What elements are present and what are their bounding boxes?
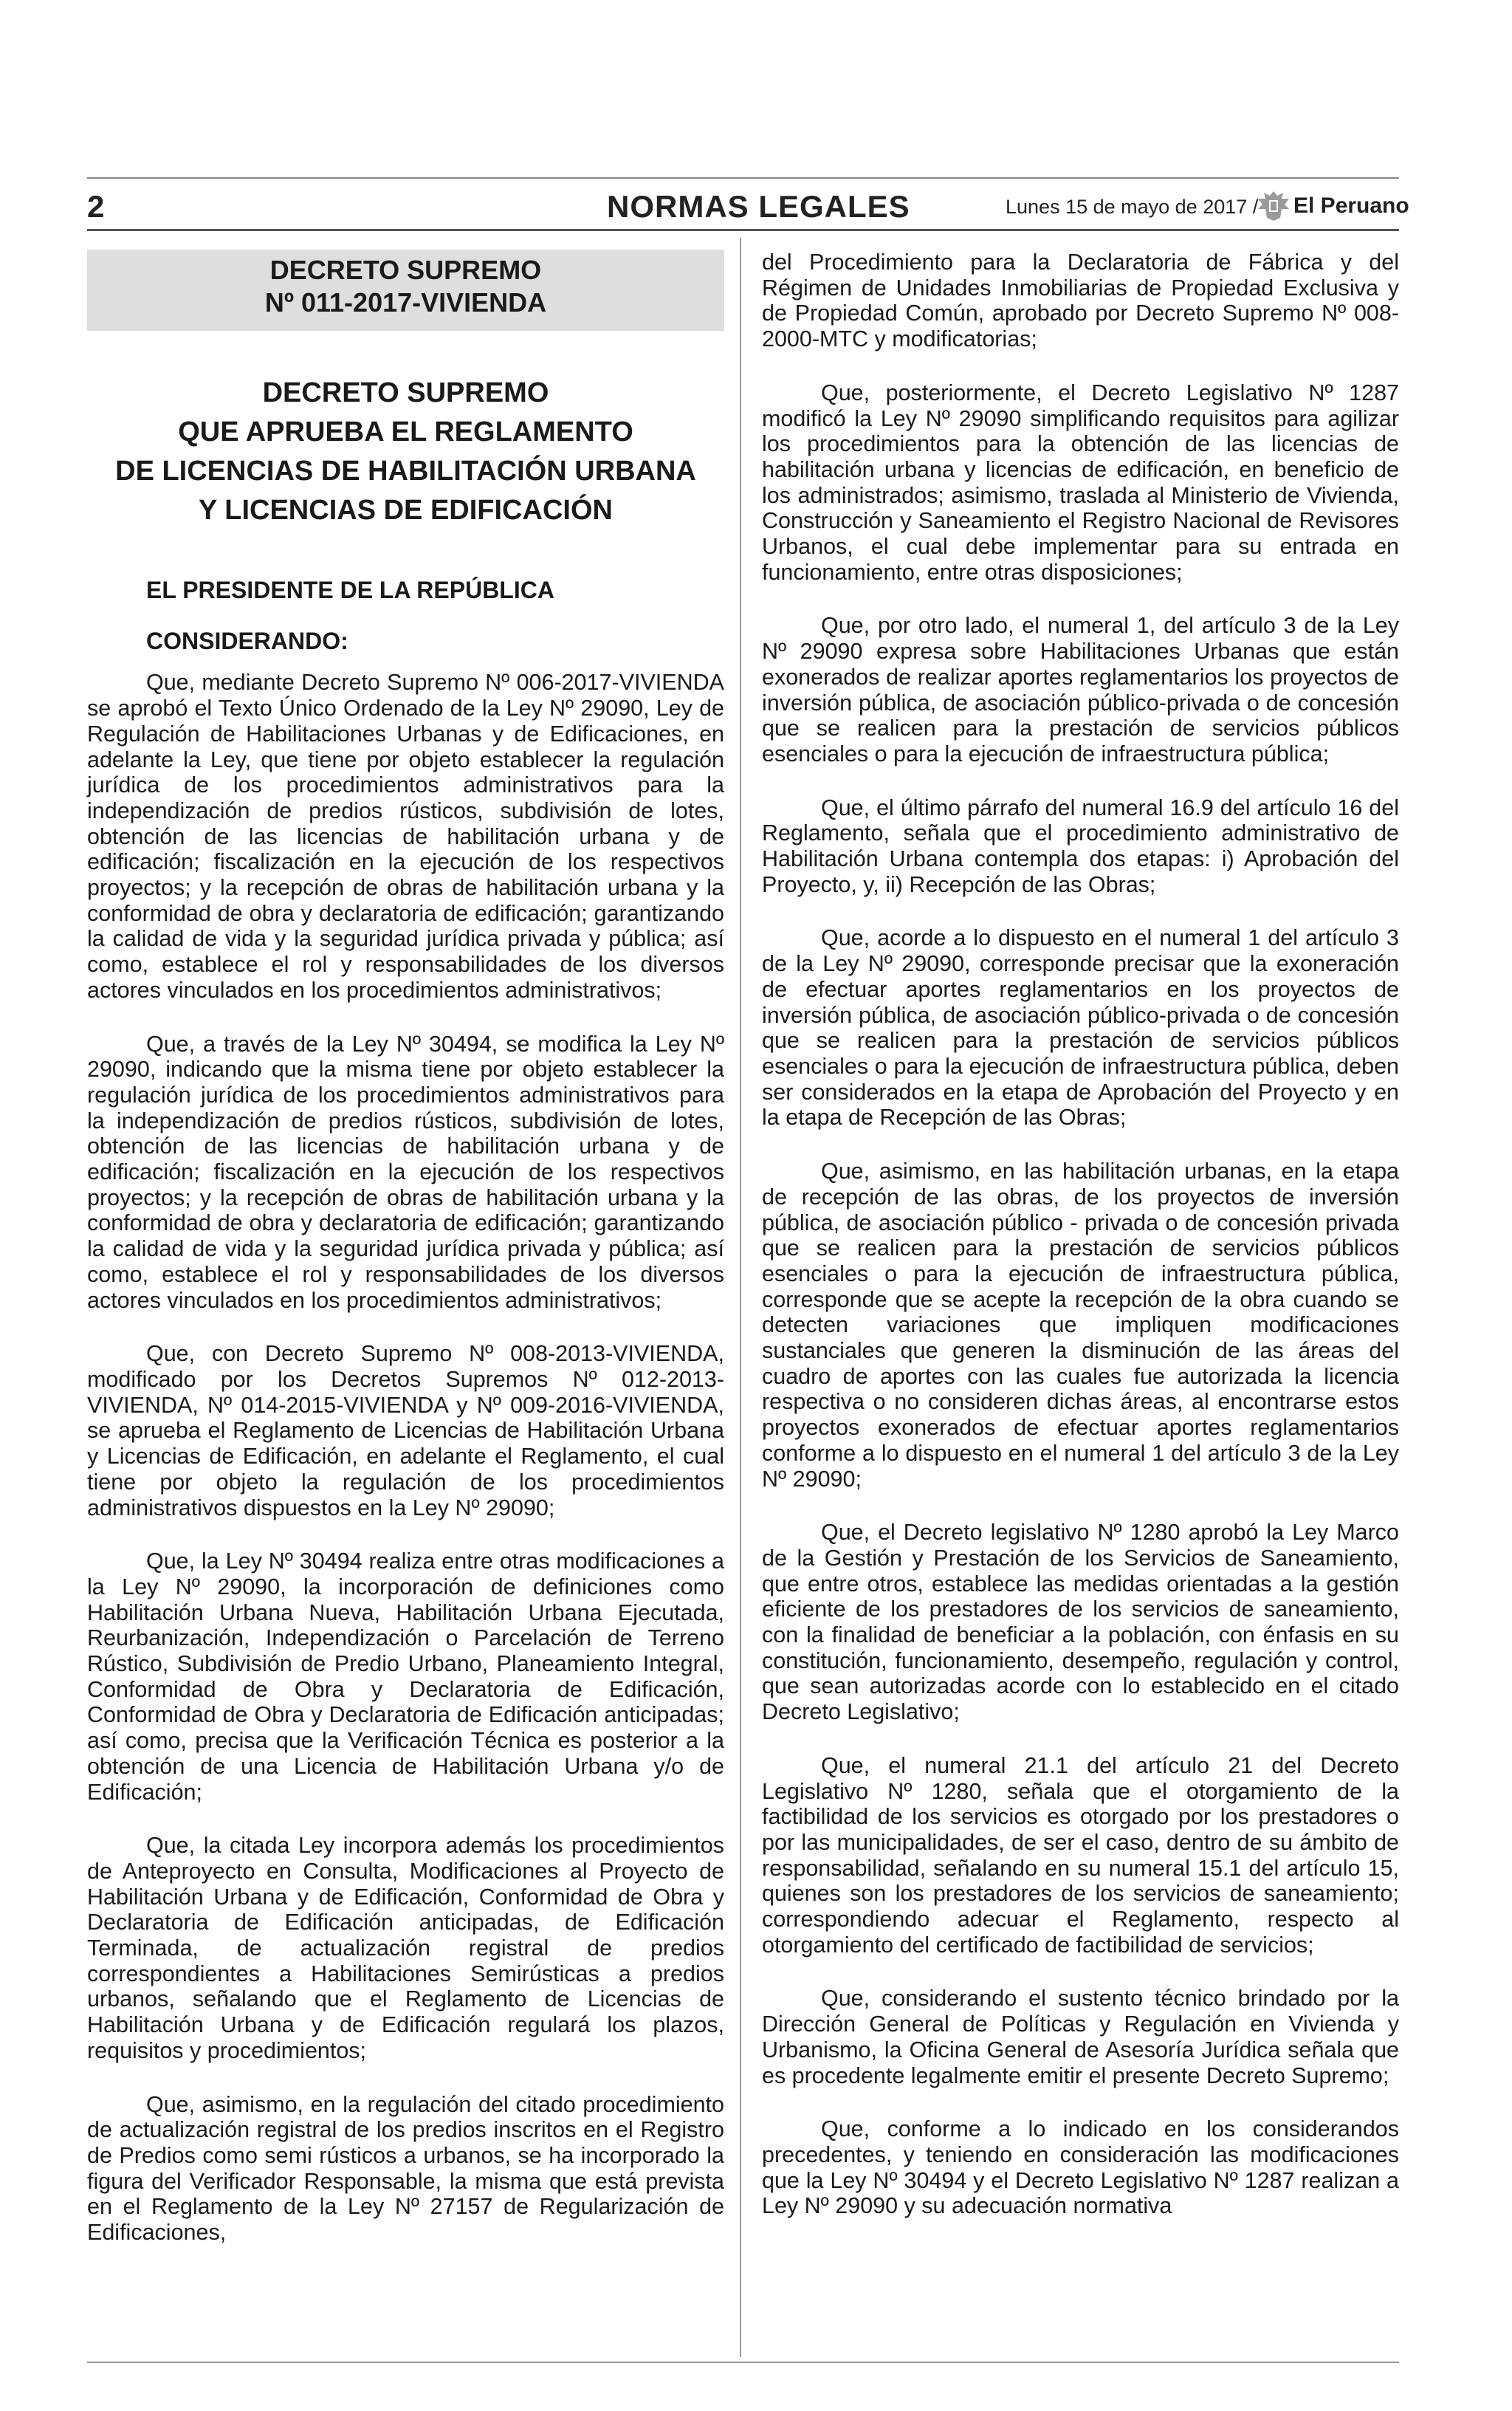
paragraph: Que, mediante Decreto Supremo Nº 006-2017-VIVIENDA se aprobó el Texto Único Ordenado de la Ley Nº 29090, Ley de Regulación de Habilitaciones Urbanas y de Edificaciones, en adelante la Ley, que tiene por objeto establecer la regulación jurídica de los procedimientos administrativos para la independización de predios rústicos, subdivisión de lotes, obtención de las licencias de habilitación urbana y de edificación; fiscalización en la ejecución de los respectivos proyectos; y la recepción de obras de habilitación urbana y la conformidad de obra y declaratoria de edificación; garantizando la calidad de vida y la seguridad jurídica privada y pública; así como, establece el rol y responsabilidades de los diversos actores vinculados en los procedimientos administrativos; (87, 670, 724, 1003)
left-column (87, 250, 724, 2274)
peru-coat-of-arms-icon (1255, 188, 1292, 222)
footer-rule (87, 2362, 1399, 2363)
decree-title (87, 374, 724, 530)
publication-name: El Peruano (1293, 193, 1409, 218)
paragraph: Que, con Decreto Supremo Nº 008-2013-VIVIENDA, modificado por los Decretos Supremos Nº 012-2013-VIVIENDA, Nº 014-2015-VIVIENDA y Nº 009-2016-VIVIENDA, se aprueba el Reglamento de Licencias de Habilitación Urbana y Licencias de Edificación, en adelante el Reglamento, el cual tiene por objeto la regulación de los procedimientos administrativos dispuestos en la Ley Nº 29090; (87, 1341, 724, 1520)
paragraph: Que, conforme a lo indicado en los considerandos precedentes, y teniendo en consideración las modificaciones que la Ley Nº 30494 y el Decreto Legislativo Nº 1287 realizan a Ley Nº 29090 y su adecuación normativa (762, 2116, 1399, 2219)
right-column (762, 250, 1399, 2247)
paragraph: del Procedimiento para la Declaratoria de Fábrica y del Régimen de Unidades Inmobiliarias de Propiedad Exclusiva y de Propiedad Común, aprobado por Decreto Supremo Nº 008-2000-MTC y modificatorias; (762, 250, 1399, 352)
column-divider (740, 238, 741, 2357)
paragraph: Que, el último párrafo del numeral 16.9 del artículo 16 del Reglamento, señala que el procedimiento administrativo de Habilitación Urbana contempla dos etapas: i) Aprobación del Proyecto, y, ii) Recepción de las Obras; (762, 795, 1399, 897)
issue-date: Lunes 15 de mayo de 2017 / (1006, 196, 1259, 218)
paragraph: Que, acorde a lo dispuesto en el numeral 1 del artículo 3 de la Ley Nº 29090, corresponde precisar que la exoneración de efectuar aportes reglamentarios en los proyectos de inversión pública, de asociación público-privada o de concesión que se realicen para la prestación de servicios públicos esenciales o para la ejecución de infraestructura pública, deben ser considerados en la etapa de Aprobación del Proyecto y en la etapa de Recepción de las Obras; (762, 925, 1399, 1131)
decree-box-line2: Nº 011-2017-VIVIENDA (264, 287, 547, 318)
considering-heading: CONSIDERANDO: (146, 627, 348, 654)
title-line: DE LICENCIAS DE HABILITACIÓN URBANA (115, 456, 696, 487)
president-heading: EL PRESIDENTE DE LA REPÚBLICA (146, 577, 554, 603)
paragraph: Que, por otro lado, el numeral 1, del artículo 3 de la Ley Nº 29090 expresa sobre Habilitaciones Urbanas que están exonerados de realizar aportes reglamentarios los proyectos de inversión pública, de asociación público-privada o de concesión que se realicen para la prestación de servicios públicos esenciales o para la ejecución de infraestructura pública; (762, 613, 1399, 766)
title-line: Y LICENCIAS DE EDIFICACIÓN (199, 495, 613, 526)
paragraph: Que, asimismo, en las habilitación urbanas, en la etapa de recepción de las obras, de los proyectos de inversión pública, de asociación público - privada o de concesión privada que se realicen para la prestación de servicios públicos esenciales o para la ejecución de infraestructura pública, corresponde que se acepte la recepción de la obra cuando se detecten variaciones que impliquen modificaciones sustanciales que generen la disminución de las áreas del cuadro de aportes con las cuales fue autorizada la licencia respectiva o no consideren dichas áreas, al encontrarse estos proyectos exonerados de efectuar aportes reglamentarios conforme a lo dispuesto en el numeral 1 del artículo 3 de la Ley Nº 29090; (762, 1159, 1399, 1492)
paragraph: Que, el numeral 21.1 del artículo 21 del Decreto Legislativo Nº 1280, señala que el otorgamiento de la factibilidad de los servicios es otorgado por los prestadores o por las municipalidades, de ser el caso, dentro de su ámbito de responsabilidad, señalando en su numeral 15.1 del artículo 15, quienes son los prestadores de los servicios de saneamiento; correspondiendo adecuar el Reglamento, respecto al otorgamiento del certificado de factibilidad de servicios; (762, 1752, 1399, 1958)
paragraph: Que, a través de la Ley Nº 30494, se modifica la Ley Nº 29090, indicando que la misma tiene por objeto establecer la regulación jurídica de los procedimientos administrativos para la independización de predios rústicos, subdivisión de lotes, obtención de las licencias de habilitación urbana y de edificación; fiscalización en la ejecución de los respectivos proyectos; y la recepción de obras de habilitación urbana y la conformidad de obra y declaratoria de edificación; garantizando la calidad de vida y la seguridad jurídica privada y pública; así como, establece el rol y responsabilidades de los diversos actores vinculados en los procedimientos administrativos; (87, 1031, 724, 1313)
title-line: DECRETO SUPREMO (262, 377, 549, 408)
paragraph: Que, asimismo, en la regulación del citado procedimiento de actualización registral de los predios inscritos en el Registro de Predios como semi rústicos a urbanos, se ha incorporado la figura del Verificador Responsable, la misma que está prevista en el Reglamento de la Ley Nº 27157 de Regularización de Edificaciones, (87, 2091, 724, 2246)
decree-box-line1: DECRETO SUPREMO (269, 255, 542, 285)
paragraph: Que, considerando el sustento técnico brindado por la Dirección General de Políticas y Regulación en Vivienda y Urbanismo, la Oficina General de Asesoría Jurídica señala que es procedente legalmente emitir el presente Decreto Supremo; (762, 1986, 1399, 2088)
header-bottom-rule (87, 229, 1399, 231)
paragraph: Que, la Ley Nº 30494 realiza entre otras modificaciones a la Ley Nº 29090, la incorporación de definiciones como Habilitación Urbana Nueva, Habilitación Urbana Ejecutada, Reurbanización, Independización o Parcelación de Terreno Rústico, Subdivisión de Predio Urbano, Planeamiento Integral, Conformidad de Obra y Declaratoria de Edificación, Conformidad de Obra y Declaratoria de Edificación anticipadas; así como, precisa que la Verificación Técnica es posterior a la obtención de una Licencia de Habilitación Urbana y/o de Edificación; (87, 1549, 724, 1805)
title-line: QUE APRUEBA EL REGLAMENTO (178, 416, 633, 447)
header-top-rule (87, 177, 1399, 179)
paragraph: Que, la citada Ley incorpora además los procedimientos de Anteproyecto en Consulta, Modificaciones al Proyecto de Habilitación Urbana y de Edificación, Conformidad de Obra y Declaratoria de Edificación anticipadas, de Edificación Terminada, de actualización registral de predios correspondientes a Habilitaciones Semirústicas a predios urbanos, señalando que el Reglamento de Licencias de Habilitación Urbana y de Edificación regulará los plazos, requisitos y procedimientos; (87, 1833, 724, 2063)
section-title: NORMAS LEGALES (607, 189, 910, 224)
paragraph: Que, el Decreto legislativo Nº 1280 aprobó la Ley Marco de la Gestión y Prestación de los Servicios de Saneamiento, que entre otros, establece las medidas orientadas a la gestión eficiente de los prestadores de los servicios de saneamiento, con la finalidad de beneficiar a la población, con énfasis en su constitución, funcionamiento, desempeño, regulación y control, que sean autorizadas acorde con lo establecido en el citado Decreto Legislativo; (762, 1520, 1399, 1725)
decree-number-box (87, 250, 724, 331)
page-number: 2 (87, 189, 105, 224)
paragraph: Que, posteriormente, el Decreto Legislativo Nº 1287 modificó la Ley Nº 29090 simplificando requisitos para agilizar los procedimientos para la obtención de las licencias de habilitación urbana y licencias de edificación, en beneficio de los administrados; asimismo, traslada al Ministerio de Vivienda, Construcción y Saneamiento el Registro Nacional de Revisores Urbanos, el cual debe implementar para su entrada en funcionamiento, entre otras disposiciones; (762, 380, 1399, 585)
